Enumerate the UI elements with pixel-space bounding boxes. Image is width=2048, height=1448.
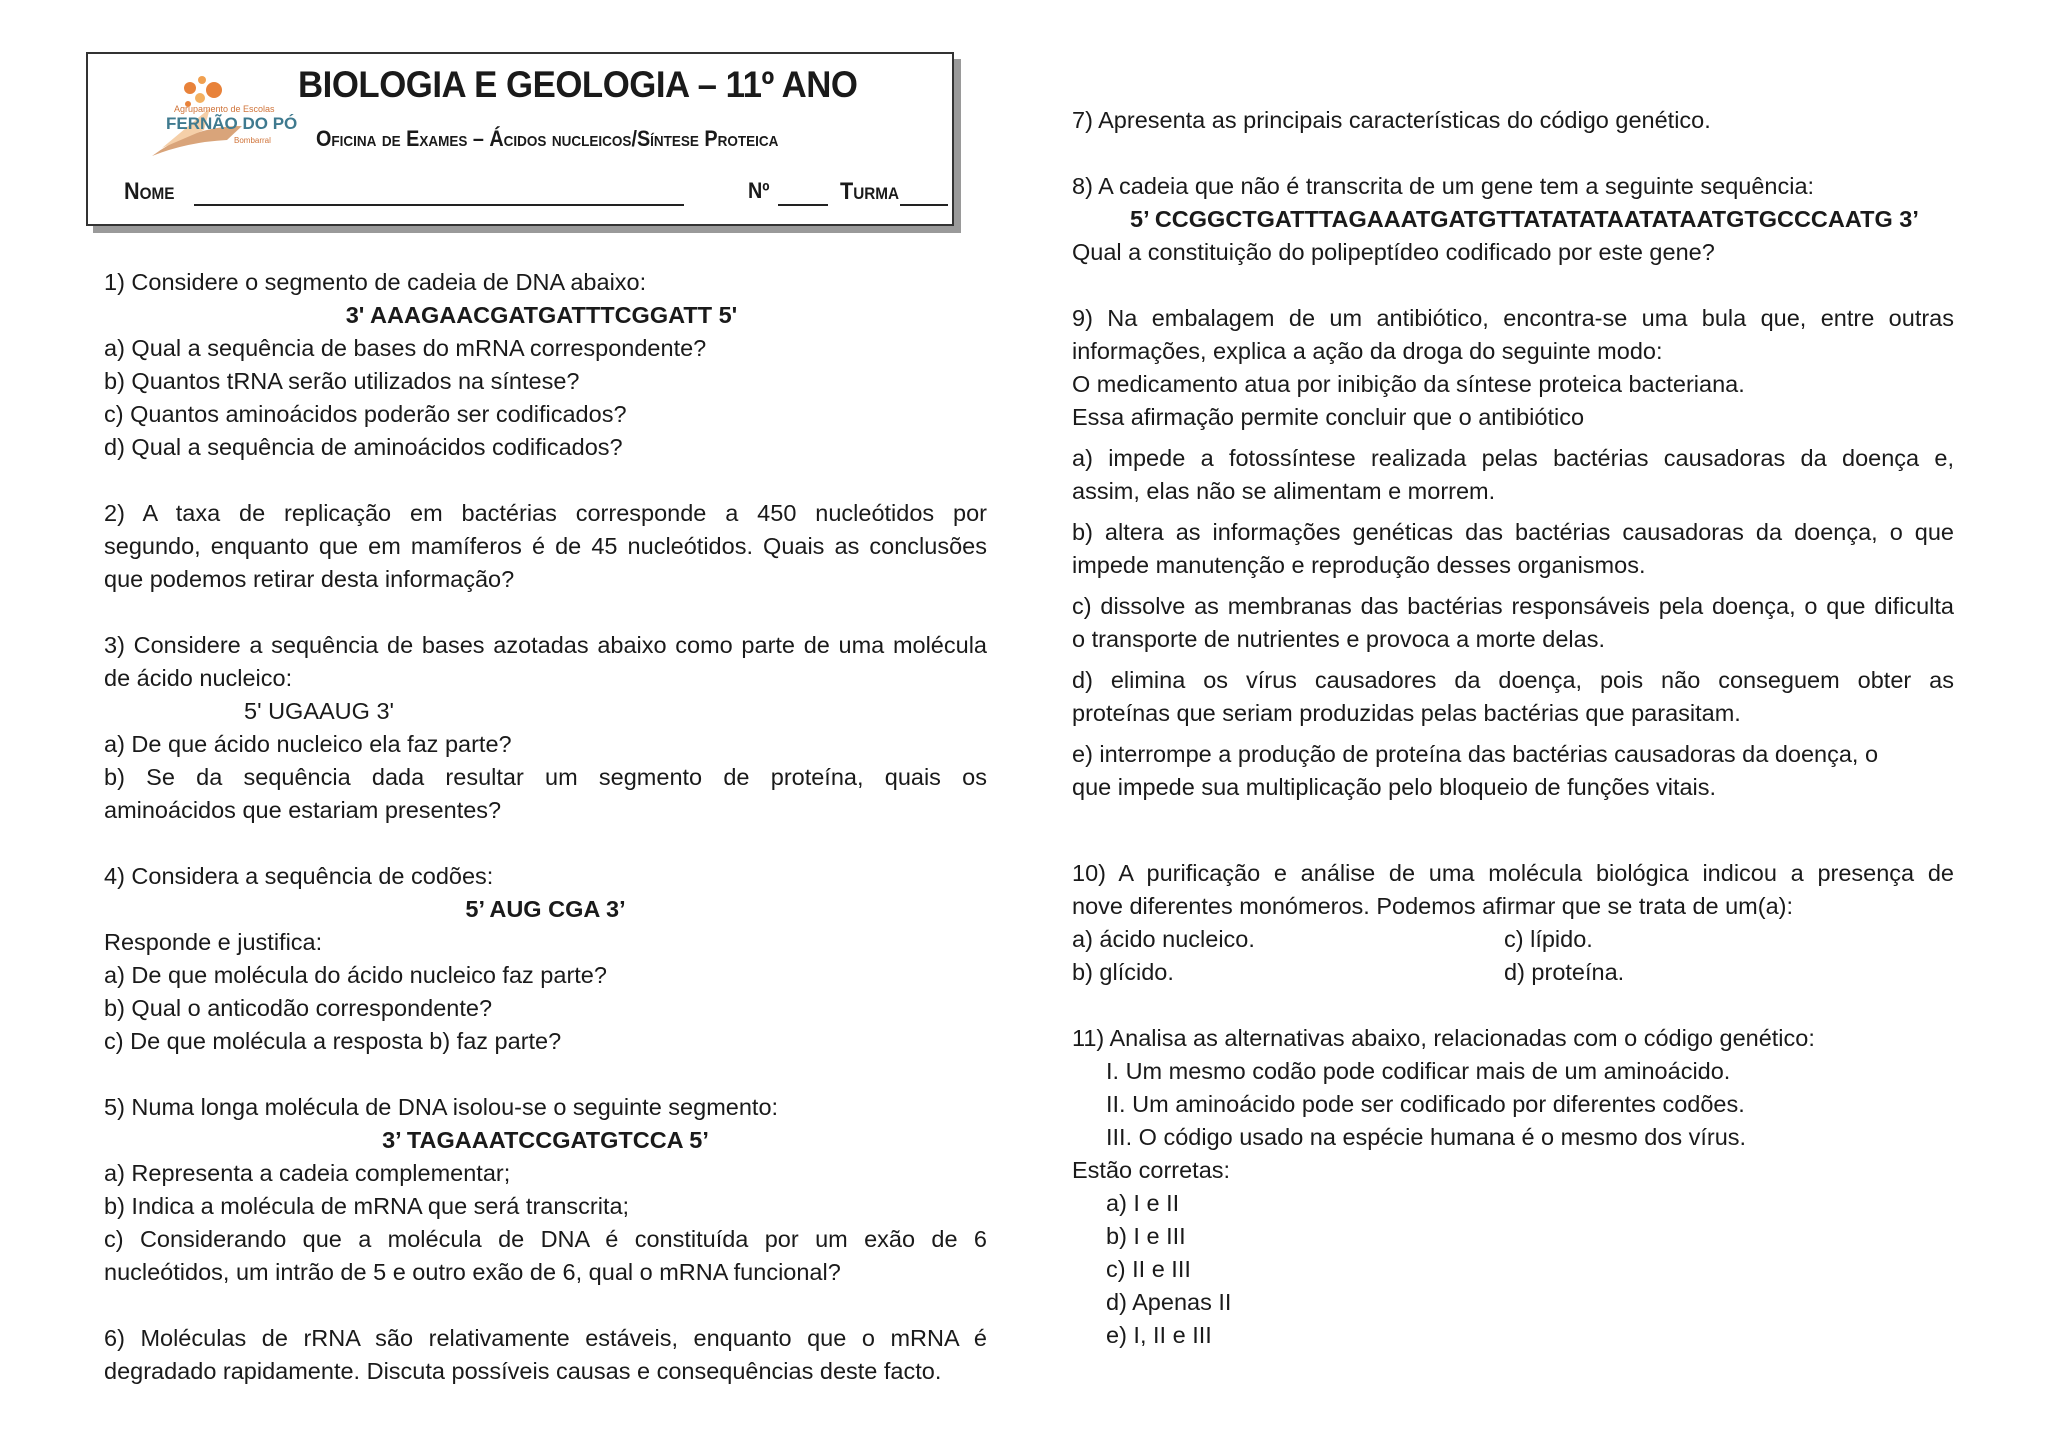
q10-b: b) glícido. — [1072, 959, 1174, 985]
q11-e: e) I, II e III — [1106, 1322, 1212, 1348]
q10-line1: 10) A purificação e análise de uma molécula biológica indicou a presença de — [1072, 860, 1954, 886]
page-subtitle: Oficina de Exames – Ácidos nucleicos/Síntese Proteica — [316, 126, 779, 151]
question-4 — [104, 860, 987, 1058]
name-label: Nome — [124, 178, 175, 205]
name-field[interactable] — [194, 204, 684, 206]
q9-b1: b) altera as informações genéticas das bactérias causadoras da doença, o que — [1072, 519, 1954, 545]
q9-line1: 9) Na embalagem de um antibiótico, encontra-se uma bula que, entre outras — [1072, 305, 1954, 331]
q10-options-row2 — [1072, 956, 1954, 989]
question-5 — [104, 1091, 987, 1289]
header-box — [86, 52, 954, 226]
right-column — [1072, 104, 1954, 1352]
q6-line1: 6) Moléculas de rRNA são relativamente estáveis, enquanto que o mRNA é — [104, 1325, 987, 1351]
q8-sequence: 5’ CCGGCTGATTTAGAAATGATGTTATATATAATATAATGTGCCCAATG 3’ — [1130, 206, 1919, 232]
question-9 — [1072, 302, 1954, 804]
q4-a: a) De que molécula do ácido nucleico faz parte? — [104, 962, 607, 988]
q11-statement-ii: II. Um aminoácido pode ser codificado por diferentes codões. — [1106, 1091, 1745, 1117]
q10-options-row1 — [1072, 923, 1954, 956]
q5-prompt: 5) Numa longa molécula de DNA isolou-se o seguinte segmento: — [104, 1094, 779, 1120]
q2-line2: segundo, enquanto que em mamíferos é de 45 nucleótidos. Quais as conclusões — [104, 533, 987, 559]
q3-b2: aminoácidos que estariam presentes? — [104, 797, 502, 823]
logo-caption: Agrupamento de Escolas — [174, 104, 275, 114]
q11-c: c) II e III — [1106, 1256, 1191, 1282]
q3-line2: de ácido nucleico: — [104, 665, 293, 691]
q8-question: Qual a constituição do polipeptídeo codificado por este gene? — [1072, 239, 1715, 265]
q9-c1: c) dissolve as membranas das bactérias responsáveis pela doença, o que dificulta — [1072, 593, 1954, 619]
question-1 — [104, 266, 987, 464]
logo-town: Bombarral — [234, 136, 271, 145]
question-10 — [1072, 857, 1954, 989]
q5-c1: c) Considerando que a molécula de DNA é constituída por um exão de 6 — [104, 1226, 987, 1252]
q1-a: a) Qual a sequência de bases do mRNA correspondente? — [104, 335, 707, 361]
q11-prompt: 11) Analisa as alternativas abaixo, relacionadas com o código genético: — [1072, 1025, 1815, 1051]
q11-correct-label: Estão corretas: — [1072, 1157, 1231, 1183]
q8-prompt: 8) A cadeia que não é transcrita de um gene tem a seguinte sequência: — [1072, 173, 1815, 199]
q4-instruction: Responde e justifica: — [104, 929, 323, 955]
q3-sequence: 5' UGAAUG 3' — [244, 698, 395, 724]
q1-sequence: 3' AAAGAACGATGATTTCGGATT 5' — [345, 302, 738, 328]
q11-statement-iii: III. O código usado na espécie humana é o mesmo dos vírus. — [1106, 1124, 1747, 1150]
question-7 — [1072, 104, 1954, 137]
student-info-row — [124, 178, 944, 212]
q9-c2: o transporte de nutrientes e provoca a morte delas. — [1072, 626, 1605, 652]
q7-prompt: 7) Apresenta as principais características do código genético. — [1072, 107, 1711, 133]
question-3 — [104, 629, 987, 827]
q1-b: b) Quantos tRNA serão utilizados na síntese? — [104, 368, 580, 394]
q9-b2: impede manutenção e reprodução desses organismos. — [1072, 552, 1646, 578]
q10-d: d) proteína. — [1504, 959, 1625, 985]
q3-a: a) De que ácido nucleico ela faz parte? — [104, 731, 512, 757]
q9-a2: assim, elas não se alimentam e morrem. — [1072, 478, 1496, 504]
q5-a: a) Representa a cadeia complementar; — [104, 1160, 511, 1186]
q10-c: c) lípido. — [1504, 926, 1593, 952]
left-column — [104, 266, 987, 1388]
q11-statement-i: I. Um mesmo codão pode codificar mais de um aminoácido. — [1106, 1058, 1731, 1084]
q10-a: a) ácido nucleico. — [1072, 926, 1255, 952]
q1-c: c) Quantos aminoácidos poderão ser codificados? — [104, 401, 627, 427]
q9-e2: que impede sua multiplicação pelo bloqueio de funções vitais. — [1072, 774, 1717, 800]
q9-e1: e) interrompe a produção de proteína das bactérias causadoras da doença, o — [1072, 741, 1879, 767]
class-label: Turma — [840, 178, 900, 205]
q9-d1: d) elimina os vírus causadores da doença, pois não conseguem obter as — [1072, 667, 1954, 693]
q1-d: d) Qual a sequência de aminoácidos codificados? — [104, 434, 623, 460]
q1-prompt: 1) Considere o segmento de cadeia de DNA abaixo: — [104, 269, 647, 295]
question-6 — [104, 1322, 987, 1388]
q6-line2: degradado rapidamente. Discuta possíveis causas e consequências deste facto. — [104, 1358, 942, 1384]
q4-sequence: 5’ AUG CGA 3’ — [465, 896, 626, 922]
q3-b1: b) Se da sequência dada resultar um segmento de proteína, quais os — [104, 764, 987, 790]
q9-line4: Essa afirmação permite concluir que o antibiótico — [1072, 404, 1585, 430]
q9-a1: a) impede a fotossíntese realizada pelas bactérias causadoras da doença e, — [1072, 445, 1954, 471]
q9-line2: informações, explica a ação da droga do seguinte modo: — [1072, 338, 1663, 364]
q5-sequence: 3’ TAGAAATCCGATGTCCA 5’ — [382, 1127, 709, 1153]
q9-d2: proteínas que seriam produzidas pelas bactérias que parasitam. — [1072, 700, 1741, 726]
q10-line2: nove diferentes monómeros. Podemos afirmar que se trata de um(a): — [1072, 893, 1794, 919]
q4-b: b) Qual o anticodão correspondente? — [104, 995, 493, 1021]
question-2 — [104, 497, 987, 596]
logo-school-name: FERNÃO DO PÓ — [166, 114, 298, 133]
q2-line1: 2) A taxa de replicação em bactérias corresponde a 450 nucleótidos por — [104, 500, 987, 526]
q11-a: a) I e II — [1106, 1190, 1180, 1216]
question-8 — [1072, 170, 1954, 269]
q2-line3: que podemos retirar desta informação? — [104, 566, 515, 592]
q3-line1: 3) Considere a sequência de bases azotadas abaixo como parte de uma molécula — [104, 632, 987, 658]
q9-line3: O medicamento atua por inibição da síntese proteica bacteriana. — [1072, 371, 1745, 397]
q4-prompt: 4) Considera a sequência de codões: — [104, 863, 494, 889]
q11-b: b) I e III — [1106, 1223, 1186, 1249]
number-field[interactable] — [778, 204, 828, 206]
number-label: Nº — [748, 178, 770, 203]
q5-c2: nucleótidos, um intrão de 5 e outro exão de 6, qual o mRNA funcional? — [104, 1259, 841, 1285]
q5-b: b) Indica a molécula de mRNA que será transcrita; — [104, 1193, 630, 1219]
q11-d: d) Apenas II — [1106, 1289, 1232, 1315]
class-field[interactable] — [900, 204, 948, 206]
question-11 — [1072, 1022, 1954, 1352]
page-title: BIOLOGIA E GEOLOGIA – 11º ANO — [298, 64, 858, 105]
q4-c: c) De que molécula a resposta b) faz parte? — [104, 1028, 562, 1054]
